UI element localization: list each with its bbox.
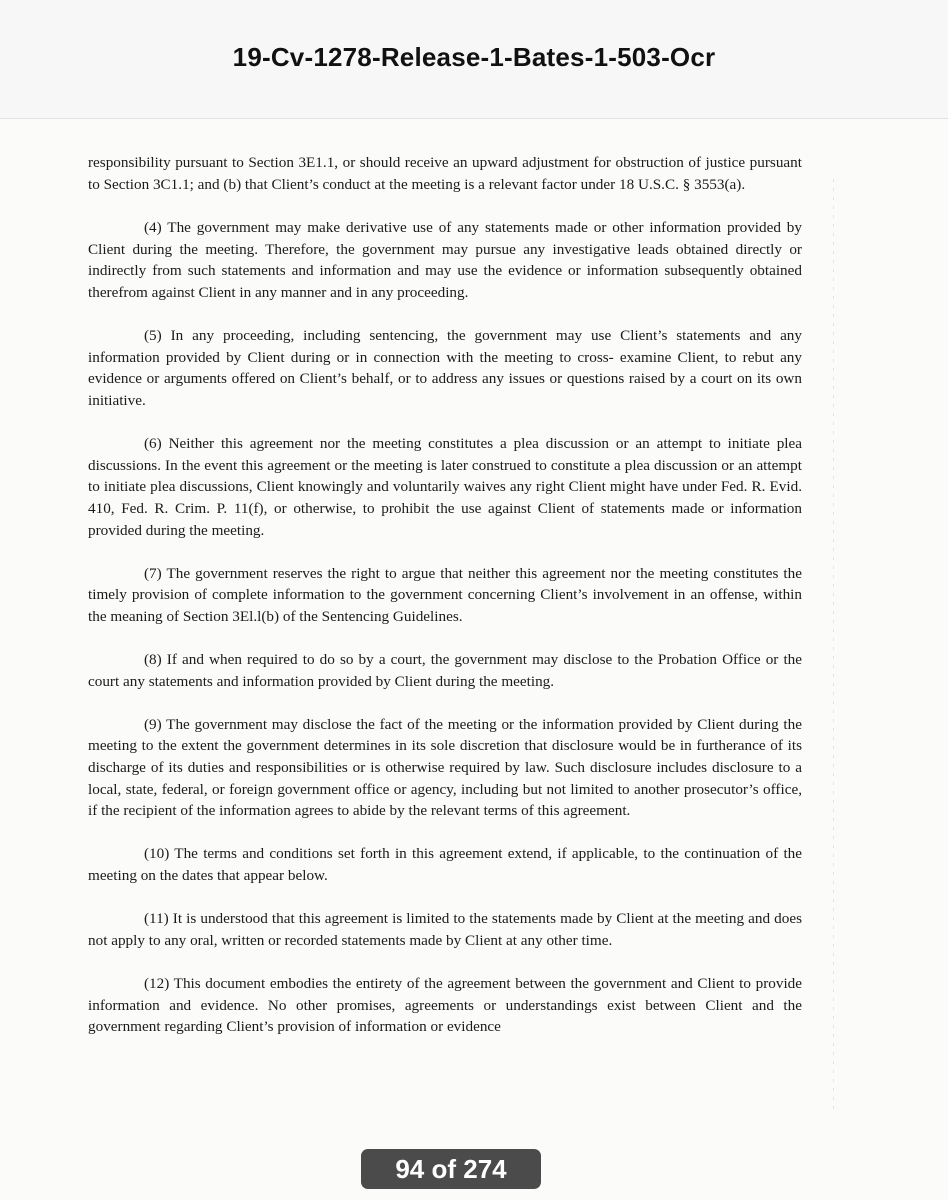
page-counter: 94 of 274: [361, 1149, 541, 1189]
paragraph-11: (11) It is understood that this agreement is limited to the statements made by Client at the meeting and does not apply to any oral, written or recorded statements made by Client at any other time.: [88, 910, 802, 949]
title-bar: [0, 0, 948, 119]
paragraph-4: (4) The government may make derivative use of any statements made or other information provided by Client during the meeting. Therefore, the government may pursue any investigative leads obtained directly or indirectly from such statements and information and may use the evidence or information subsequently obtained therefrom against Client in any manner and in any proceeding.: [88, 219, 802, 301]
paragraph-5: (5) In any proceeding, including sentencing, the government may use Client’s statements and any information provided by Client during or in connection with the meeting to cross- examine Client, to rebut any evidence or arguments offered on Client’s behalf, or to address any issues or questions raised by a court on its own initiative.: [88, 327, 802, 409]
paragraph-12: (12) This document embodies the entirety of the agreement between the government and Client to provide information and evidence. No other promises, agreements or understandings exist between Client and the government regarding Client’s provision of information or evidence: [88, 974, 802, 1036]
scan-edge-mark: [833, 179, 834, 1109]
paragraph-6: (6) Neither this agreement nor the meeting constitutes a plea discussion or an attempt to initiate plea discussions. In the event this agreement or the meeting is later construed to constitute a plea discussion or an attempt to initiate plea discussions, Client knowingly and voluntarily waives any right Client might have under Fed. R. Evid. 410, Fed. R. Crim. P. 11(f), or otherwise, to prohibit the use against Client of statements made or information provided during the meeting.: [88, 435, 802, 539]
paragraph-9: (9) The government may disclose the fact of the meeting or the information provided by Client during the meeting to the extent the government determines in its sole discretion that disclosure would be in furtherance of its discharge of its duties and responsibilities or is otherwise required by law. Such disclosure includes disclosure to a local, state, federal, or foreign government office or agency, including but not limited to another prosecutor’s office, if the recipient of the information agrees to abide by the relevant terms of this agreement.: [88, 715, 802, 820]
document-page[interactable]: [0, 119, 948, 1200]
page-body: [88, 152, 802, 1059]
paragraph-10: (10) The terms and conditions set forth in this agreement extend, if applicable, to the continuation of the meeting on the dates that appear below.: [88, 845, 802, 884]
document-title: 19-Cv-1278-Release-1-Bates-1-503-Ocr: [232, 41, 716, 72]
paragraph-8: (8) If and when required to do so by a court, the government may disclose to the Probation Office or the court any statements and information provided by Client during the meeting.: [88, 651, 802, 690]
paragraph-7: (7) The government reserves the right to argue that neither this agreement nor the meeting constitutes the timely provision of complete information to the government concerning Client’s involvement in an offense, within the meaning of Section 3El.l(b) of the Sentencing Guidelines.: [88, 564, 802, 625]
paragraph-continued: responsibility pursuant to Section 3E1.1, or should receive an upward adjustment for obstruction of justice pursuant to Section 3C1.1; and (b) that Client’s conduct at the meeting is a relevant factor under 18 U.S.C. § 3553(a).: [88, 154, 802, 193]
